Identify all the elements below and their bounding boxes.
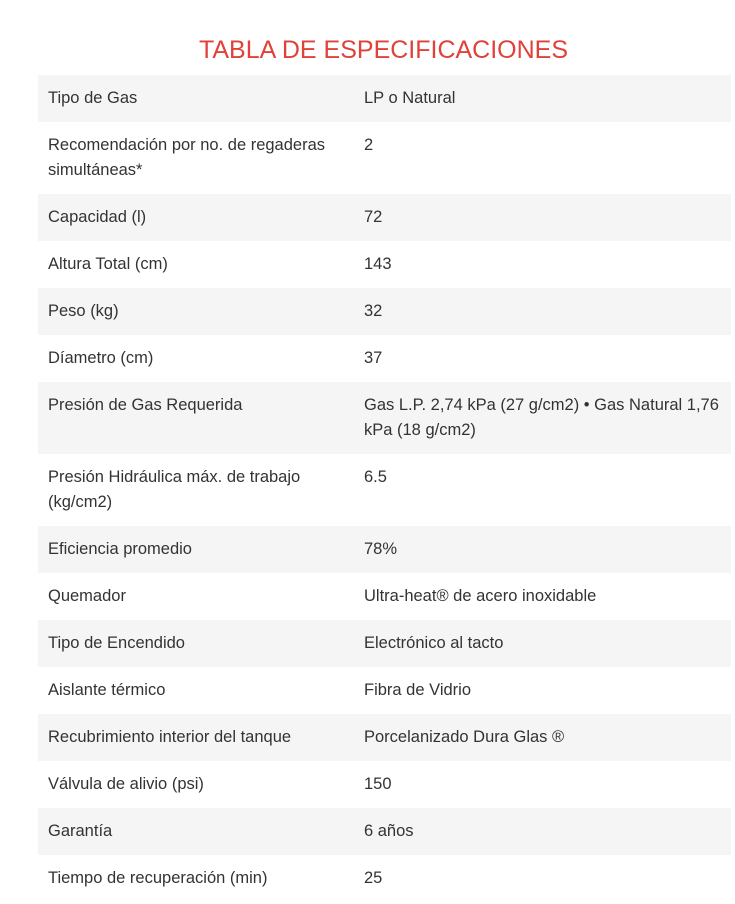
spec-value: Fibra de Vidrio: [354, 667, 731, 714]
spec-value: 143: [354, 241, 731, 288]
table-row: [38, 288, 731, 335]
table-row: [38, 761, 731, 808]
spec-label: Recubrimiento interior del tanque: [38, 714, 354, 761]
spec-value: 78%: [354, 526, 731, 573]
table-row: [38, 241, 731, 288]
spec-label: Quemador: [38, 573, 354, 620]
spec-value: 2: [354, 122, 731, 194]
spec-table-body: [38, 75, 731, 902]
spec-label: Presión de Gas Requerida: [38, 382, 354, 454]
table-row: [38, 714, 731, 761]
spec-value: 6.5: [354, 454, 731, 526]
spec-value: Ultra-heat® de acero inoxidable: [354, 573, 731, 620]
spec-label: Eficiencia promedio: [38, 526, 354, 573]
table-row: [38, 573, 731, 620]
table-row: [38, 335, 731, 382]
table-row: [38, 454, 731, 526]
table-row: [38, 122, 731, 194]
spec-label: Altura Total (cm): [38, 241, 354, 288]
spec-value: Gas L.P. 2,74 kPa (27 g/cm2) • Gas Natural 1,76 kPa (18 g/cm2): [354, 382, 731, 454]
table-row: [38, 855, 731, 902]
table-row: [38, 194, 731, 241]
spec-value: 72: [354, 194, 731, 241]
spec-label: Tipo de Gas: [38, 75, 354, 122]
table-row: [38, 382, 731, 454]
page-title: TABLA DE ESPECIFICACIONES: [198, 36, 569, 64]
spec-value: 37: [354, 335, 731, 382]
spec-value: 6 años: [354, 808, 731, 855]
spec-label: Peso (kg): [38, 288, 354, 335]
table-row: [38, 75, 731, 122]
spec-value: LP o Natural: [354, 75, 731, 122]
spec-value: 150: [354, 761, 731, 808]
spec-label: Díametro (cm): [38, 335, 354, 382]
spec-value: Electrónico al tacto: [354, 620, 731, 667]
spec-label: Presión Hidráulica máx. de trabajo (kg/cm2): [38, 454, 354, 526]
spec-table: [38, 75, 731, 902]
spec-value: Porcelanizado Dura Glas ®: [354, 714, 731, 761]
table-row: [38, 667, 731, 714]
spec-value: 32: [354, 288, 731, 335]
spec-label: Garantía: [38, 808, 354, 855]
spec-value: 25: [354, 855, 731, 902]
spec-label: Capacidad (l): [38, 194, 354, 241]
spec-label: Aislante térmico: [38, 667, 354, 714]
spec-label: Válvula de alivio (psi): [38, 761, 354, 808]
table-row: [38, 620, 731, 667]
spec-label: Recomendación por no. de regaderas simultáneas*: [38, 122, 354, 194]
spec-label: Tipo de Encendido: [38, 620, 354, 667]
table-row: [38, 526, 731, 573]
spec-label: Tiempo de recuperación (min): [38, 855, 354, 902]
table-row: [38, 808, 731, 855]
